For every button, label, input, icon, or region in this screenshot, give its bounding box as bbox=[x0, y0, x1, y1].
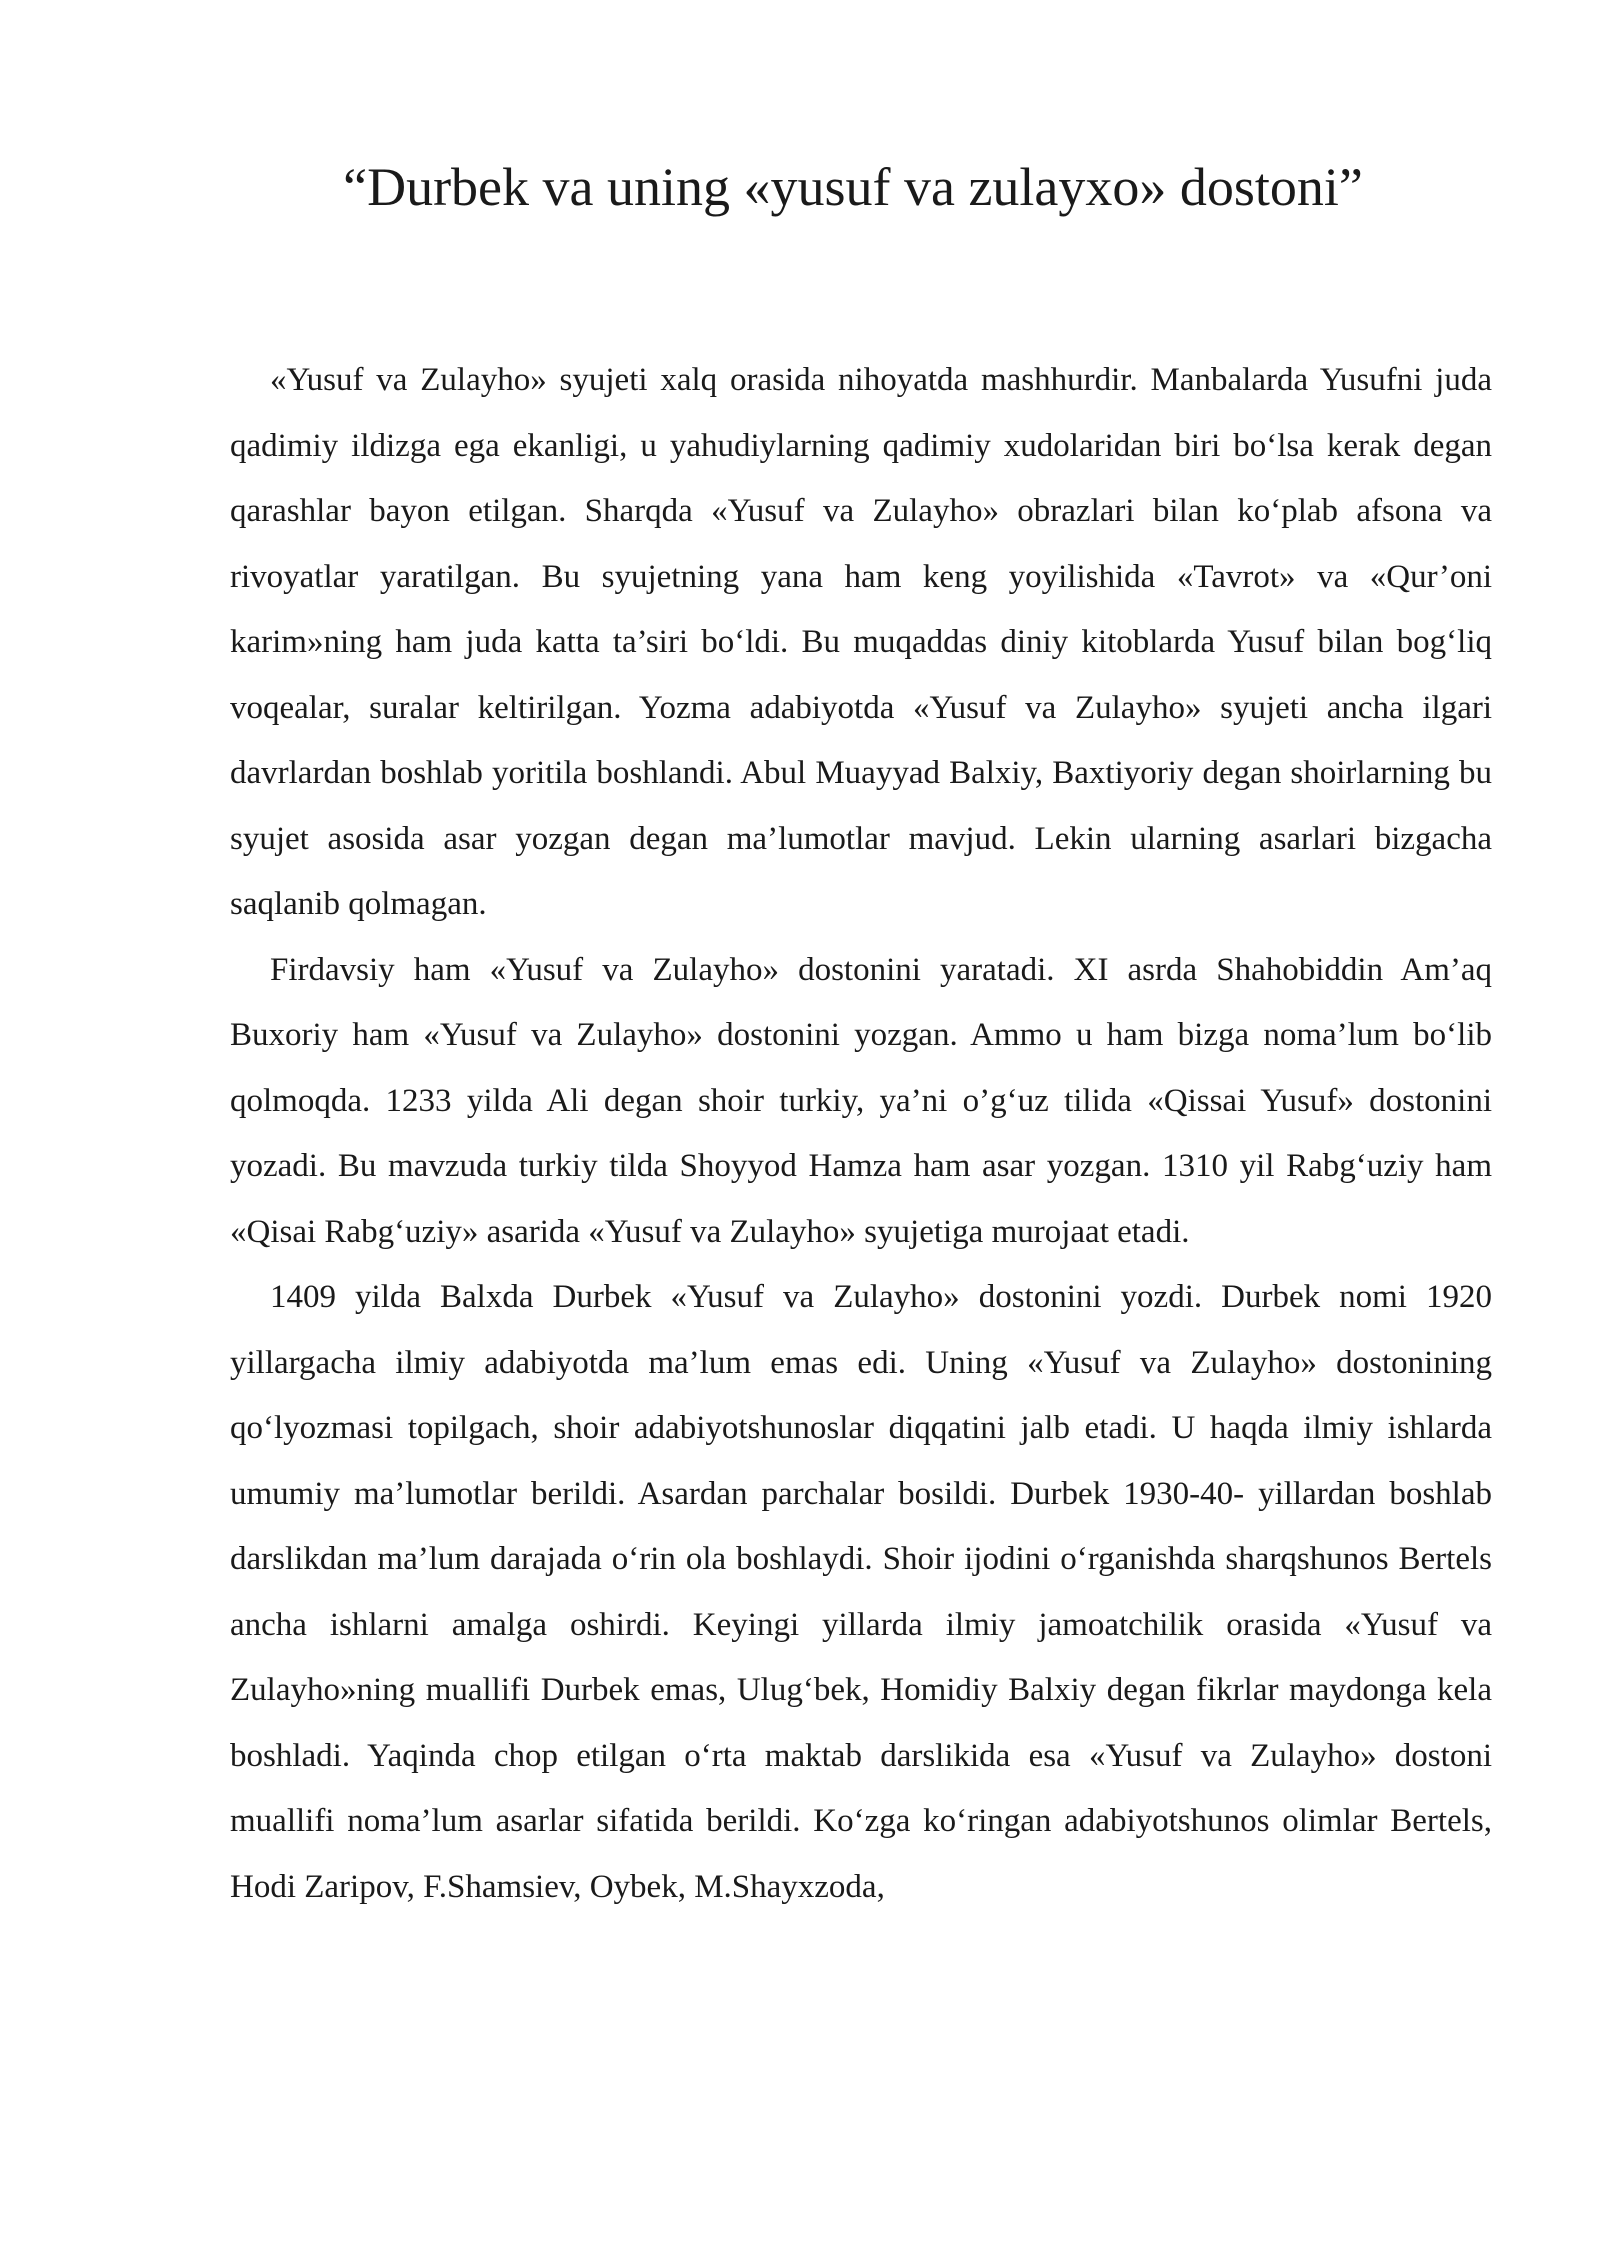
paragraph-3: 1409 yilda Balxda Durbek «Yusuf va Zulayho» dostonini yozdi. Durbek nomi 1920 yillargacha ilmiy adabiyotda ma’lum emas edi. Uning «Yusuf va Zulayho» dostonining qo‘lyozmasi topilgach, shoir adabiyotshunoslar diqqatini jalb etadi. U haqda ilmiy ishlarda umumiy ma’lumotlar berildi. Asardan parchalar bosildi. Durbek 1930-40- yillardan boshlab darslikdan ma’lum darajada o‘rin ola boshlaydi. Shoir ijodini o‘rganishda sharqshunos Bertels ancha ishlarni amalga oshirdi. Keyingi yillarda ilmiy jamoatchilik orasida «Yusuf va Zulayho»ning muallifi Durbek emas, Ulug‘bek, Homidiy Balxiy degan fikrlar maydonga kela boshladi. Yaqinda chop etilgan o‘rta maktab darslikida esa «Yusuf va Zulayho» dostoni muallifi noma’lum asarlar sifatida berildi. Ko‘zga ko‘ringan adabiyotshunos olimlar Bertels, Hodi Zaripov, F.Shamsiev, Oybek, M.Shayxzoda, bbox=[230, 1279, 1492, 1905]
document-body bbox=[230, 348, 1492, 1920]
paragraph-1: «Yusuf va Zulayho» syujeti xalq orasida nihoyatda mashhurdir. Manbalarda Yusufni juda qadimiy ildizga ega ekanligi, u yahudiylarning qadimiy xudolaridan biri bo‘lsa kerak degan qarashlar bayon etilgan. Sharqda «Yusuf va Zulayho» obrazlari bilan ko‘plab afsona va rivoyatlar yaratilgan. Bu syujetning yana ham keng yoyilishida «Tavrot» va «Qur’oni karim»ning ham juda katta ta’siri bo‘ldi. Bu muqaddas diniy kitoblarda Yusuf bilan bog‘liq voqealar, suralar keltirilgan. Yozma adabiyotda «Yusuf va Zulayho» syujeti ancha ilgari davrlardan boshlab yoritila boshlandi. Abul Muayyad Balxiy, Baxtiyoriy degan shoirlarning bu syujet asosida asar yozgan degan ma’lumotlar mavjud. Lekin ularning asarlari bizgacha saqlanib qolmagan. bbox=[230, 362, 1492, 922]
paragraph-2: Firdavsiy ham «Yusuf va Zulayho» dostonini yaratadi. XI asrda Shahobiddin Am’aq Buxoriy ham «Yusuf va Zulayho» dostonini yozgan. Ammo u ham bizga noma’lum bo‘lib qolmoqda. 1233 yilda Ali degan shoir turkiy, ya’ni o’g‘uz tilida «Qissai Yusuf» dostonini yozadi. Bu mavzuda turkiy tilda Shoyyod Hamza ham asar yozgan. 1310 yil Rabg‘uziy ham «Qisai Rabg‘uziy» asarida «Yusuf va Zulayho» syujetiga murojaat etadi. bbox=[230, 951, 1492, 1250]
document-title: “Durbek va uning «yusuf va zulayxo» dostoni” bbox=[343, 157, 1363, 217]
